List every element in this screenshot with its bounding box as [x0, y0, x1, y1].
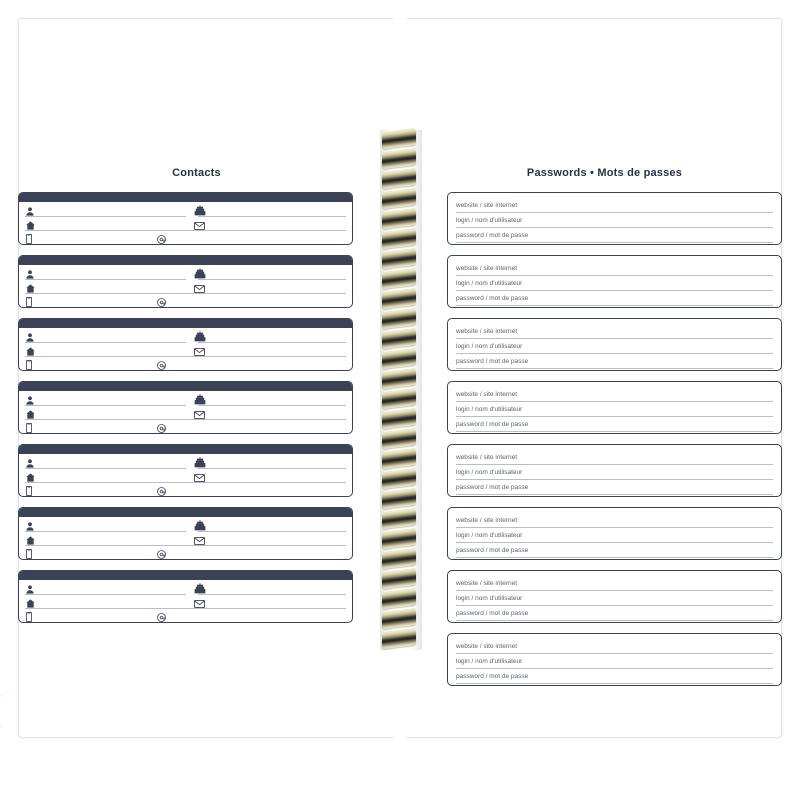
field-label: login / nom d'utilisateur	[456, 469, 523, 476]
contacts-title-wrap	[19, 167, 374, 179]
person-icon	[26, 333, 34, 342]
contact-row-name-birthday[interactable]	[25, 330, 346, 344]
contact-row-phone-handle[interactable]	[25, 610, 346, 623]
contact-row-phone-handle[interactable]	[25, 547, 346, 560]
password-field-row[interactable]	[456, 214, 773, 229]
write-line[interactable]	[25, 307, 346, 308]
contacts-list	[18, 192, 353, 633]
write-line[interactable]	[25, 216, 186, 217]
write-line[interactable]	[25, 293, 346, 294]
field-label: login / nom d'utilisateur	[456, 658, 523, 665]
contact-row-name-birthday[interactable]	[25, 456, 346, 470]
envelope-icon	[194, 222, 205, 230]
birthday-cake-icon	[194, 457, 206, 468]
password-entry[interactable]	[447, 444, 782, 497]
contact-header-band	[19, 445, 352, 454]
contact-row-address-email[interactable]	[25, 596, 346, 610]
contact-row-phone-handle[interactable]	[25, 358, 346, 371]
write-line[interactable]	[456, 416, 773, 417]
mobile-phone-icon	[26, 486, 32, 496]
password-field-row[interactable]	[456, 388, 773, 403]
contact-row-address-email[interactable]	[25, 533, 346, 547]
password-field-row[interactable]	[456, 340, 773, 355]
mobile-phone-icon	[26, 612, 32, 622]
contact-header-band	[19, 382, 352, 391]
envelope-icon	[194, 348, 205, 356]
write-line[interactable]	[456, 557, 773, 558]
write-line[interactable]	[456, 653, 773, 654]
contact-entry[interactable]	[18, 255, 353, 308]
envelope-icon	[194, 537, 205, 545]
write-line[interactable]	[25, 531, 186, 532]
write-line[interactable]	[456, 479, 773, 480]
write-line[interactable]	[456, 368, 773, 369]
write-line[interactable]	[25, 433, 346, 434]
field-label: login / nom d'utilisateur	[456, 406, 523, 413]
password-field-row[interactable]	[456, 514, 773, 529]
field-label: website / site internet	[456, 580, 518, 587]
password-entry[interactable]	[447, 381, 782, 434]
page-title-contacts: Contacts	[172, 167, 221, 179]
birthday-cake-icon	[194, 583, 206, 594]
write-line[interactable]	[25, 545, 346, 546]
envelope-icon	[194, 474, 205, 482]
birthday-cake-icon	[194, 268, 206, 279]
contact-row-address-email[interactable]	[25, 344, 346, 358]
write-line[interactable]	[456, 605, 773, 606]
password-entry[interactable]	[447, 570, 782, 623]
page-title-passwords: Passwords • Mots de passes	[526, 167, 683, 179]
mobile-phone-icon	[26, 423, 32, 433]
home-icon	[26, 473, 35, 482]
write-line[interactable]	[25, 559, 346, 560]
password-field-row[interactable]	[456, 418, 773, 433]
write-line[interactable]	[456, 305, 773, 306]
password-field-row[interactable]	[456, 592, 773, 607]
password-field-row[interactable]	[456, 229, 773, 244]
at-sign-icon	[157, 298, 166, 307]
field-label: website / site internet	[456, 202, 518, 209]
write-line[interactable]	[25, 342, 186, 343]
home-icon	[26, 599, 35, 608]
contact-entry[interactable]	[18, 507, 353, 560]
password-field-row[interactable]	[456, 325, 773, 340]
write-line[interactable]	[25, 594, 186, 595]
home-icon	[26, 221, 35, 230]
write-line[interactable]	[456, 668, 773, 669]
contact-header-band	[19, 571, 352, 580]
contact-header-band	[19, 256, 352, 265]
write-line[interactable]	[198, 594, 346, 595]
write-line[interactable]	[198, 468, 346, 469]
field-label: website / site internet	[456, 265, 518, 272]
field-label: password / mot de passe	[456, 673, 529, 680]
contact-row-name-birthday[interactable]	[25, 393, 346, 407]
field-label: password / mot de passe	[456, 358, 529, 365]
write-line[interactable]	[25, 230, 346, 231]
password-entry[interactable]	[447, 318, 782, 371]
contact-row-phone-handle[interactable]	[25, 232, 346, 245]
password-field-row[interactable]	[456, 481, 773, 496]
write-line[interactable]	[456, 353, 773, 354]
write-line[interactable]	[456, 494, 773, 495]
field-label: password / mot de passe	[456, 295, 529, 302]
write-line[interactable]	[456, 683, 773, 684]
field-label: website / site internet	[456, 391, 518, 398]
birthday-cake-icon	[194, 205, 206, 216]
contact-row-name-birthday[interactable]	[25, 582, 346, 596]
write-line[interactable]	[456, 290, 773, 291]
page-corner-curve	[0, 688, 42, 735]
field-label: login / nom d'utilisateur	[456, 343, 523, 350]
at-sign-icon	[157, 235, 166, 244]
person-icon	[26, 396, 34, 405]
field-label: password / mot de passe	[456, 484, 529, 491]
contact-row-phone-handle[interactable]	[25, 421, 346, 434]
password-field-row[interactable]	[456, 466, 773, 481]
password-field-row[interactable]	[456, 451, 773, 466]
write-line[interactable]	[25, 496, 346, 497]
password-field-row[interactable]	[456, 292, 773, 307]
envelope-icon	[194, 600, 205, 608]
person-icon	[26, 522, 34, 531]
contact-row-name-birthday[interactable]	[25, 267, 346, 281]
person-icon	[26, 207, 34, 216]
spiral-binding	[380, 130, 422, 650]
person-icon	[26, 585, 34, 594]
write-line[interactable]	[198, 342, 346, 343]
write-line[interactable]	[198, 405, 346, 406]
field-label: login / nom d'utilisateur	[456, 532, 523, 539]
mobile-phone-icon	[26, 360, 32, 370]
mobile-phone-icon	[26, 549, 32, 559]
mobile-phone-icon	[26, 297, 32, 307]
write-line[interactable]	[456, 431, 773, 432]
field-label: password / mot de passe	[456, 232, 529, 239]
field-label: website / site internet	[456, 517, 518, 524]
home-icon	[26, 410, 35, 419]
birthday-cake-icon	[194, 331, 206, 342]
write-line[interactable]	[198, 531, 346, 532]
birthday-cake-icon	[194, 394, 206, 405]
field-label: password / mot de passe	[456, 610, 529, 617]
contact-entry[interactable]	[18, 192, 353, 245]
write-line[interactable]	[456, 212, 773, 213]
at-sign-icon	[157, 550, 166, 559]
password-field-row[interactable]	[456, 355, 773, 370]
password-entry[interactable]	[447, 633, 782, 686]
write-line[interactable]	[198, 279, 346, 280]
person-icon	[26, 270, 34, 279]
password-field-row[interactable]	[456, 403, 773, 418]
write-line[interactable]	[456, 620, 773, 621]
contact-row-address-email[interactable]	[25, 407, 346, 421]
password-entry[interactable]	[447, 507, 782, 560]
at-sign-icon	[157, 613, 166, 622]
password-field-row[interactable]	[456, 670, 773, 685]
contact-row-phone-handle[interactable]	[25, 295, 346, 308]
home-icon	[26, 347, 35, 356]
write-line[interactable]	[456, 275, 773, 276]
field-label: password / mot de passe	[456, 547, 529, 554]
write-line[interactable]	[25, 244, 346, 245]
field-label: website / site internet	[456, 328, 518, 335]
at-sign-icon	[157, 487, 166, 496]
write-line[interactable]	[25, 405, 186, 406]
contact-row-address-email[interactable]	[25, 470, 346, 484]
write-line[interactable]	[25, 356, 346, 357]
contact-row-name-birthday[interactable]	[25, 204, 346, 218]
contact-entry[interactable]	[18, 381, 353, 434]
field-label: login / nom d'utilisateur	[456, 217, 523, 224]
home-icon	[26, 536, 35, 545]
write-line[interactable]	[25, 608, 346, 609]
write-line[interactable]	[25, 482, 346, 483]
write-line[interactable]	[25, 279, 186, 280]
field-label: login / nom d'utilisateur	[456, 595, 523, 602]
person-icon	[26, 459, 34, 468]
contact-header-band	[19, 193, 352, 202]
password-field-row[interactable]	[456, 277, 773, 292]
write-line[interactable]	[198, 216, 346, 217]
contact-row-phone-handle[interactable]	[25, 484, 346, 497]
write-line[interactable]	[25, 419, 346, 420]
password-field-row[interactable]	[456, 577, 773, 592]
contact-entry[interactable]	[18, 570, 353, 623]
field-label: login / nom d'utilisateur	[456, 280, 523, 287]
envelope-icon	[194, 285, 205, 293]
write-line[interactable]	[456, 338, 773, 339]
password-field-row[interactable]	[456, 640, 773, 655]
write-line[interactable]	[456, 464, 773, 465]
contact-row-address-email[interactable]	[25, 281, 346, 295]
write-line[interactable]	[456, 590, 773, 591]
write-line[interactable]	[25, 468, 186, 469]
write-line[interactable]	[25, 370, 346, 371]
password-field-row[interactable]	[456, 529, 773, 544]
password-field-row[interactable]	[456, 655, 773, 670]
write-line[interactable]	[456, 242, 773, 243]
envelope-icon	[194, 411, 205, 419]
password-field-row[interactable]	[456, 199, 773, 214]
password-field-row[interactable]	[456, 262, 773, 277]
contact-header-band	[19, 508, 352, 517]
write-line[interactable]	[456, 542, 773, 543]
password-entry[interactable]	[447, 192, 782, 245]
field-label: password / mot de passe	[456, 421, 529, 428]
password-field-row[interactable]	[456, 607, 773, 622]
birthday-cake-icon	[194, 520, 206, 531]
write-line[interactable]	[456, 527, 773, 528]
passwords-title-wrap	[427, 167, 782, 179]
write-line[interactable]	[456, 401, 773, 402]
password-entry[interactable]	[447, 255, 782, 308]
contact-row-name-birthday[interactable]	[25, 519, 346, 533]
contact-entry[interactable]	[18, 318, 353, 371]
contact-entry[interactable]	[18, 444, 353, 497]
passwords-list	[447, 192, 782, 696]
field-label: website / site internet	[456, 454, 518, 461]
at-sign-icon	[157, 424, 166, 433]
contact-row-address-email[interactable]	[25, 218, 346, 232]
at-sign-icon	[157, 361, 166, 370]
write-line[interactable]	[456, 227, 773, 228]
password-field-row[interactable]	[456, 544, 773, 559]
mobile-phone-icon	[26, 234, 32, 244]
field-label: website / site internet	[456, 643, 518, 650]
contact-header-band	[19, 319, 352, 328]
home-icon	[26, 284, 35, 293]
write-line[interactable]	[25, 622, 346, 623]
